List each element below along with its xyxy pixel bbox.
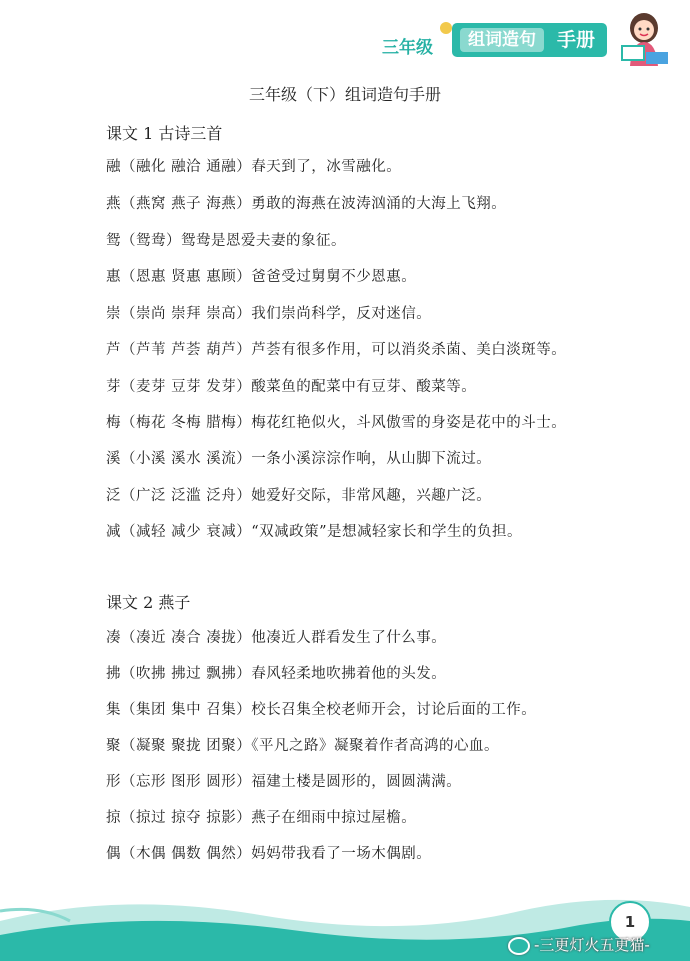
weibo-logo-icon xyxy=(508,937,530,955)
word-entry: 惠（恩惠 贤惠 惠顾）爸爸受过舅舅不少恩惠。 xyxy=(106,269,417,285)
header-pill xyxy=(452,23,607,57)
word-entry: 掠（掠过 掠夺 掠影）燕子在细雨中掠过屋檐。 xyxy=(106,810,417,826)
word-entry: 集（集团 集中 召集）校长召集全校老师开会，讨论后面的工作。 xyxy=(106,702,537,718)
grade-label: 三年级 xyxy=(382,38,433,58)
word-entry: 凑（凑近 凑合 凑拢）他凑近人群看发生了什么事。 xyxy=(106,630,447,646)
word-entry: 燕（燕窝 燕子 海燕）勇敢的海燕在波涛汹涌的大海上飞翔。 xyxy=(106,196,507,212)
word-entry: 泛（广泛 泛滥 泛舟）她爱好交际，非常风趣，兴趣广泛。 xyxy=(106,488,492,504)
page-number: 1 xyxy=(609,901,651,943)
word-entry: 偶（木偶 偶数 偶然）妈妈带我看了一场木偶剧。 xyxy=(106,846,432,862)
word-entry: 芽（麦芽 豆芽 发芽）酸菜鱼的配菜中有豆芽、酸菜等。 xyxy=(106,379,477,395)
word-entry: 芦（芦苇 芦荟 葫芦）芦荟有很多作用，可以消炎杀菌、美白淡斑等。 xyxy=(106,342,567,358)
header-suffix: 手册 xyxy=(556,29,595,51)
word-entry: 减（减轻 减少 衰减）“双减政策”是想减轻家长和学生的负担。 xyxy=(106,524,523,540)
header-title: 组词造句 xyxy=(460,28,544,52)
lesson-heading: 课文 2 燕子 xyxy=(106,593,191,612)
word-entry: 融（融化 融洽 通融）春天到了，冰雪融化。 xyxy=(106,159,402,175)
word-entry: 聚（凝聚 聚拢 团聚）《平凡之路》凝聚着作者高鸿的心血。 xyxy=(106,738,499,754)
word-entry: 拂（吹拂 拂过 飘拂）春风轻柔地吹拂着他的头发。 xyxy=(106,666,447,682)
sparkle-icon xyxy=(440,22,452,34)
word-entry: 崇（崇尚 崇拜 崇高）我们崇尚科学，反对迷信。 xyxy=(106,306,432,322)
header-badge xyxy=(382,14,672,66)
lesson-heading: 课文 1 古诗三首 xyxy=(106,124,223,143)
word-entry: 梅（梅花 冬梅 腊梅）梅花红艳似火，斗风傲雪的身姿是花中的斗士。 xyxy=(106,415,567,431)
word-entry: 鸳（鸳鸯）鸳鸯是恩爱夫妻的象征。 xyxy=(106,233,346,249)
teacher-illustration-icon xyxy=(616,8,672,66)
word-entry: 溪（小溪 溪水 溪流）一条小溪淙淙作响，从山脚下流过。 xyxy=(106,451,492,467)
word-entry: 形（忘形 图形 圆形）福建土楼是圆形的，圆圆满满。 xyxy=(106,774,462,790)
page-title: 三年级（下）组词造句手册 xyxy=(248,85,441,104)
watermark-text: -三更灯火五更猫- xyxy=(534,936,650,954)
watermark xyxy=(508,934,650,955)
